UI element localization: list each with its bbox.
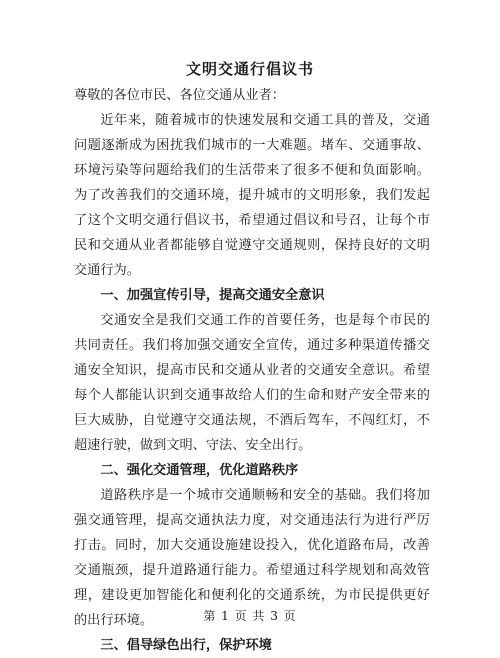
section-body-2: 道路秩序是一个城市交通顺畅和安全的基础。我们将加强交通管理，提高交通执法力度，对交通违法行为进行严厉打击。同时，加大交通设施建设投入，优化道路布局，改善交通瓶颈，提升道路通行能力。希望通过科学规划和高效管理，建设更加智能化和便利化的交通系统，为市民提供更好的出行环境。 <box>74 488 430 628</box>
section-heading-2: 二、强化交通管理，优化道路秩序 <box>100 463 299 478</box>
page-number: 第 1 页 共 3 页 <box>203 609 297 623</box>
salutation: 尊敬的各位市民、各位交通从业者： <box>74 88 285 103</box>
document-title: 文明交通行倡议书 <box>185 60 314 78</box>
document-body <box>74 83 430 658</box>
section-body-1: 交通安全是我们交通工作的首要任务，也是每个市民的共同责任。我们将加强交通安全宣传，通过多种渠道传播交通安全知识，提高市民和交通从业者的交通安全意识。希望每个人都能认识到交通事故给人们的生命和财产安全带来的巨大威胁，自觉遵守交通法规，不酒后驾车，不闯红灯，不超速行驶，做到文明、守法、安全出行。 <box>74 313 430 453</box>
intro-paragraph: 近年来，随着城市的快速发展和交通工具的普及，交通问题逐渐成为困扰我们城市的一大难题。堵车、交通事故、环境污染等问题给我们的生活带来了很多不便和负面影响。为了改善我们的交通环境，提升城市的文明形象，我们发起了这个文明交通行倡议书，希望通过倡议和号召，让每个市民和交通从业者都能够自觉遵守交通规则，保持良好的文明交通行为。 <box>74 113 430 278</box>
section-heading-1: 一、加强宣传引导，提高交通安全意识 <box>100 288 325 303</box>
section-heading-3: 三、倡导绿色出行，保护环境 <box>100 638 272 653</box>
